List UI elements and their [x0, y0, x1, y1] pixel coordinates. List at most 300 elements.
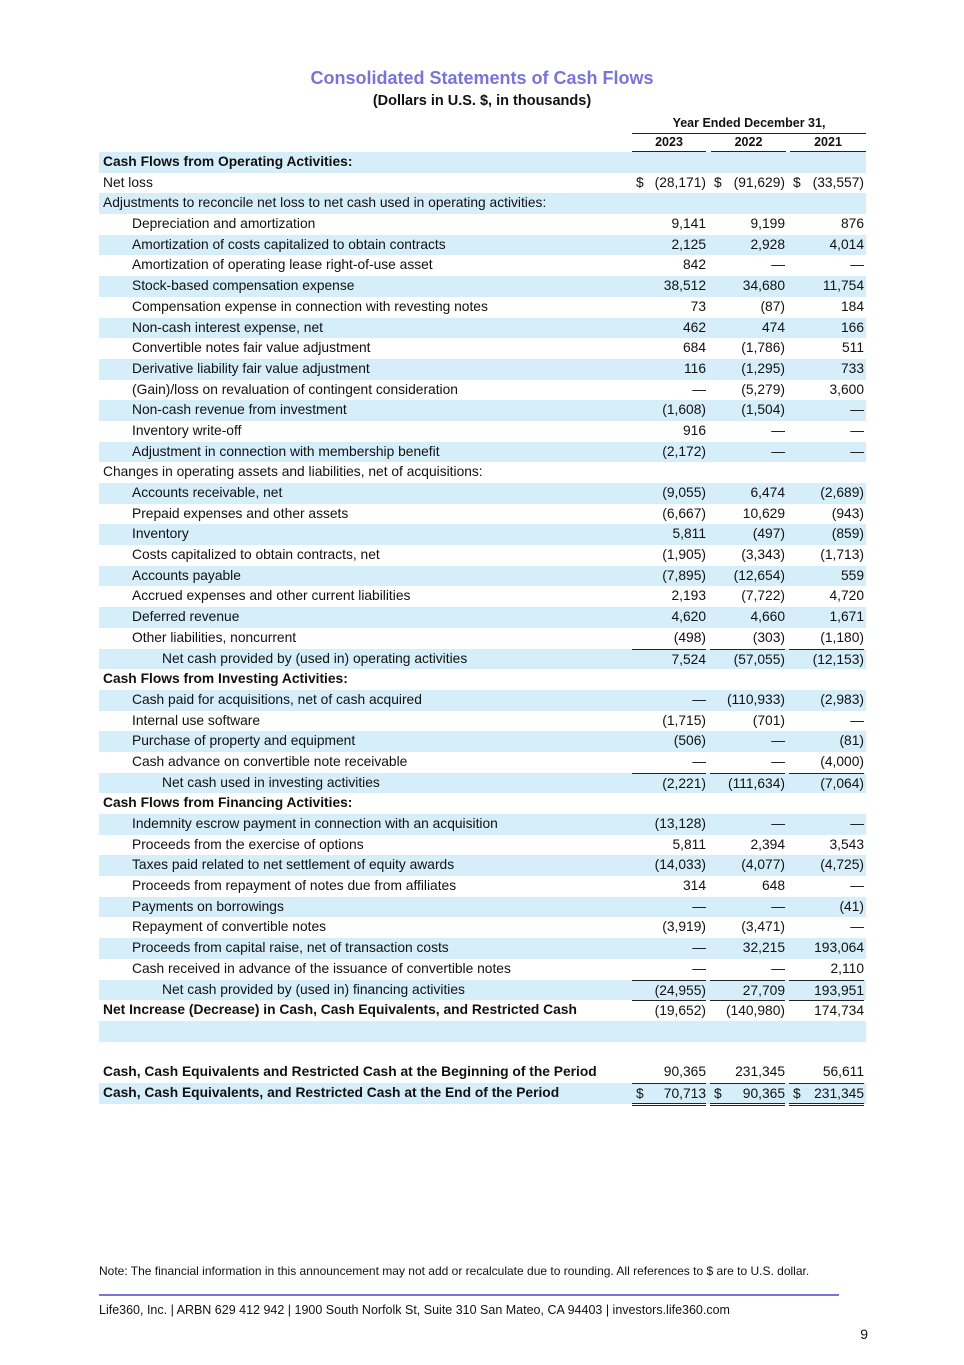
table-row [99, 193, 866, 214]
value-cell-2021 [789, 278, 864, 295]
table-row [99, 1083, 866, 1104]
value-text: — [692, 691, 706, 707]
value-text: (91,629) [733, 174, 785, 190]
value-text: (1,715) [662, 712, 706, 728]
value-text: (12,153) [812, 651, 864, 667]
table-row [99, 690, 866, 711]
value-cell-2022 [710, 568, 785, 585]
value-cell-2021 [789, 837, 864, 854]
value-cell-2022 [710, 485, 785, 502]
value-text: — [850, 257, 864, 273]
value-text: — [850, 919, 864, 935]
value-cell-2023 [632, 837, 706, 854]
table-row [99, 855, 866, 876]
table-row [99, 462, 866, 483]
table-row [99, 876, 866, 897]
value-cell-2022 [710, 899, 785, 916]
value-cell-2022 [710, 216, 785, 233]
value-text: (57,055) [733, 651, 785, 667]
value-text: 184 [840, 298, 864, 314]
row-label: Non-cash interest expense, net [132, 319, 323, 335]
value-text: (7,895) [662, 567, 706, 583]
value-text: 2,394 [750, 836, 785, 852]
value-text: 27,709 [742, 982, 785, 998]
value-cell-2021 [789, 526, 864, 543]
value-cell-2022 [710, 649, 785, 669]
value-cell-2023 [632, 320, 706, 337]
value-cell-2023 [632, 713, 706, 730]
row-label: Inventory write-off [132, 422, 242, 438]
value-cell-2021 [789, 1083, 864, 1106]
value-text: (1,905) [662, 547, 706, 563]
value-cell-2023 [632, 857, 706, 874]
cash-flow-table [99, 152, 866, 1104]
value-cell-2021 [789, 816, 864, 833]
value-text: 9,141 [671, 216, 706, 232]
row-label: Proceeds from repayment of notes due from affiliates [132, 878, 457, 894]
value-text: (19,652) [654, 1003, 706, 1019]
value-text: 193,064 [814, 940, 864, 956]
value-cell-2022 [710, 588, 785, 605]
value-cell-2022 [710, 444, 785, 461]
row-label: Other liabilities, noncurrent [132, 629, 297, 645]
dollar-sign: $ [793, 174, 801, 190]
table-row [99, 1000, 866, 1021]
value-cell-2022 [710, 526, 785, 543]
value-text: 916 [682, 422, 706, 438]
page-number: 9 [860, 1326, 868, 1342]
table-row [99, 442, 866, 463]
table-row [99, 235, 866, 256]
footer-divider [99, 1294, 839, 1296]
value-text: (701) [752, 712, 785, 728]
value-cell-2021 [789, 773, 864, 793]
value-cell-2023 [632, 361, 706, 378]
table-row [99, 1042, 866, 1063]
value-cell-2022 [710, 1083, 785, 1106]
value-text: — [850, 402, 864, 418]
value-text: 648 [761, 878, 785, 894]
value-cell-2022 [710, 175, 785, 192]
value-text: — [692, 381, 706, 397]
value-cell-2023 [632, 526, 706, 543]
dollar-sign: $ [793, 1085, 801, 1101]
row-label: Net cash provided by (used in) operating activities [162, 650, 468, 666]
row-label: (Gain)/loss on revaluation of contingent consideration [132, 381, 458, 397]
value-cell-2023 [632, 588, 706, 605]
table-row [99, 793, 866, 814]
value-text: 116 [684, 360, 706, 376]
value-text: — [692, 898, 706, 914]
value-text: — [771, 816, 785, 831]
row-label: Cash Flows from Operating Activities: [103, 154, 353, 169]
value-text: 231,345 [735, 1064, 785, 1080]
value-text: 2,125 [671, 236, 706, 252]
value-text: 5,811 [672, 836, 706, 852]
value-cell-2021 [789, 961, 864, 978]
table-row [99, 338, 866, 359]
value-cell-2023 [632, 919, 706, 936]
value-text: (12,654) [733, 567, 785, 583]
table-row [99, 173, 866, 194]
value-cell-2022 [710, 340, 785, 357]
value-cell-2022 [710, 733, 785, 750]
value-cell-2021 [789, 320, 864, 337]
row-label: Deferred revenue [132, 609, 240, 625]
value-text: 231,345 [814, 1085, 864, 1101]
table-row [99, 545, 866, 566]
value-cell-2023 [632, 899, 706, 916]
value-text: (4,077) [741, 857, 785, 873]
value-cell-2022 [710, 547, 785, 564]
table-row [99, 917, 866, 938]
row-label: Derivative liability fair value adjustment [132, 360, 370, 376]
row-label: Cash, Cash Equivalents, and Restricted Cash at the End of the Period [103, 1084, 560, 1100]
value-cell-2021 [789, 340, 864, 357]
value-cell-2023 [632, 568, 706, 585]
value-text: — [771, 753, 785, 769]
value-text: (2,172) [662, 443, 706, 459]
table-row [99, 959, 866, 980]
table-row [99, 504, 866, 525]
value-text: (87) [760, 298, 785, 314]
dollar-sign: $ [636, 1085, 644, 1101]
row-label: Indemnity escrow payment in connection with an acquisition [132, 816, 498, 831]
value-text: 684 [682, 340, 706, 356]
value-text: 32,215 [742, 940, 785, 956]
value-text: 56,611 [822, 1064, 864, 1080]
table-row [99, 297, 866, 318]
value-cell-2021 [789, 547, 864, 564]
value-cell-2022 [710, 713, 785, 730]
value-text: (4,725) [820, 857, 864, 873]
table-row [99, 607, 866, 628]
table-row [99, 421, 866, 442]
dollar-sign: $ [636, 174, 644, 190]
value-cell-2022 [710, 630, 785, 647]
value-text: 511 [842, 340, 864, 356]
value-cell-2021 [789, 257, 864, 274]
row-label: Internal use software [132, 712, 261, 728]
row-label: Stock-based compensation expense [132, 278, 355, 294]
year-header-2021: 2021 [790, 135, 866, 152]
value-text: (1,504) [741, 402, 785, 418]
value-text: 5,811 [672, 526, 706, 542]
value-cell-2023 [632, 878, 706, 895]
value-cell-2022 [710, 361, 785, 378]
value-text: (1,295) [741, 360, 785, 376]
value-text: 4,014 [829, 236, 864, 252]
value-cell-2021 [789, 857, 864, 874]
row-label: Prepaid expenses and other assets [132, 505, 349, 521]
value-cell-2021 [789, 630, 864, 647]
value-cell-2022 [710, 257, 785, 274]
row-label: Amortization of operating lease right-of-use asset [132, 257, 433, 273]
value-cell-2023 [632, 216, 706, 233]
value-text: 2,110 [830, 960, 864, 976]
value-text: (497) [752, 526, 785, 542]
row-label: Net cash provided by (used in) financing activities [162, 981, 465, 997]
value-text: (498) [673, 629, 706, 645]
value-text: 733 [840, 360, 864, 376]
value-cell-2021 [789, 588, 864, 605]
value-text: 4,660 [750, 609, 785, 625]
value-cell-2023 [632, 692, 706, 709]
row-label: Payments on borrowings [132, 898, 284, 914]
value-text: 38,512 [663, 278, 706, 294]
value-cell-2023 [632, 278, 706, 295]
value-text: (7,064) [820, 775, 864, 791]
page-title: Consolidated Statements of Cash Flows [310, 68, 654, 88]
value-text: (28,171) [654, 174, 706, 190]
table-row [99, 152, 866, 173]
value-text: 314 [682, 878, 706, 894]
value-cell-2023 [632, 816, 706, 833]
value-cell-2021 [789, 1064, 864, 1081]
value-cell-2023 [632, 257, 706, 274]
value-cell-2023 [632, 402, 706, 419]
value-text: (111,634) [727, 775, 785, 791]
value-cell-2021 [789, 216, 864, 233]
value-text: — [771, 422, 785, 438]
value-cell-2022 [710, 320, 785, 337]
year-header-2022: 2022 [711, 135, 786, 152]
row-label: Proceeds from the exercise of options [132, 836, 364, 852]
value-text: (2,983) [820, 691, 864, 707]
row-label: Net cash used in investing activities [162, 774, 380, 790]
value-cell-2023 [632, 980, 706, 1000]
table-row [99, 483, 866, 504]
row-label: Net loss [103, 174, 153, 190]
value-cell-2022 [710, 692, 785, 709]
value-cell-2021 [789, 423, 864, 440]
value-cell-2023 [632, 649, 706, 669]
value-text: — [771, 960, 785, 976]
value-cell-2022 [710, 237, 785, 254]
value-text: — [850, 878, 864, 894]
value-text: 474 [761, 319, 785, 335]
value-text: 4,720 [829, 588, 864, 604]
value-text: 34,680 [742, 278, 785, 294]
row-label: Amortization of costs capitalized to obtain contracts [132, 236, 446, 252]
value-cell-2021 [789, 919, 864, 936]
table-row [99, 566, 866, 587]
value-cell-2021 [789, 568, 864, 585]
value-cell-2022 [710, 961, 785, 978]
value-cell-2023 [632, 1083, 706, 1106]
value-text: (1,180) [820, 629, 864, 645]
value-cell-2021 [789, 444, 864, 461]
value-cell-2023 [632, 175, 706, 192]
value-text: 193,951 [814, 982, 864, 998]
value-text: 462 [682, 319, 706, 335]
value-cell-2021 [789, 175, 864, 192]
table-row [99, 980, 866, 1001]
table-row [99, 359, 866, 380]
table-row [99, 1021, 866, 1042]
value-text: — [850, 712, 864, 728]
value-cell-2023 [632, 299, 706, 316]
value-cell-2021 [789, 237, 864, 254]
value-text: (303) [752, 629, 785, 645]
value-cell-2022 [710, 773, 785, 793]
value-text: (1,713) [820, 547, 864, 563]
row-label: Cash paid for acquisitions, net of cash acquired [132, 691, 422, 707]
value-cell-2021 [789, 692, 864, 709]
table-row [99, 773, 866, 794]
value-cell-2022 [710, 816, 785, 833]
value-cell-2023 [632, 382, 706, 399]
page-subtitle: (Dollars in U.S. $, in thousands) [372, 93, 592, 109]
value-cell-2022 [710, 609, 785, 626]
table-row [99, 669, 866, 690]
value-cell-2023 [632, 754, 706, 771]
table-row [99, 586, 866, 607]
value-text: 10,629 [742, 505, 785, 521]
table-row [99, 255, 866, 276]
value-text: — [692, 940, 706, 956]
value-text: (13,128) [654, 816, 706, 831]
row-label: Cash Flows from Financing Activities: [103, 795, 353, 811]
value-cell-2021 [789, 733, 864, 750]
table-row [99, 276, 866, 297]
value-text: (6,667) [662, 505, 706, 521]
value-text: 559 [840, 567, 864, 583]
row-label: Adjustment in connection with membership benefit [132, 443, 440, 459]
table-row [99, 400, 866, 421]
value-text: 70,713 [663, 1085, 706, 1101]
year-header-2023: 2023 [632, 135, 706, 152]
value-text: — [850, 443, 864, 459]
value-cell-2022 [710, 1064, 785, 1081]
value-cell-2021 [789, 485, 864, 502]
value-cell-2022 [710, 940, 785, 957]
value-text: (943) [831, 505, 864, 521]
row-label: Purchase of property and equipment [132, 733, 356, 749]
value-cell-2021 [789, 878, 864, 895]
value-cell-2023 [632, 423, 706, 440]
value-text: (2,689) [820, 485, 864, 500]
value-cell-2023 [632, 940, 706, 957]
table-row [99, 752, 866, 773]
value-text: — [850, 816, 864, 831]
value-text: 7,524 [671, 651, 706, 667]
value-text: (33,557) [812, 174, 864, 190]
value-text: — [771, 257, 785, 273]
value-cell-2022 [710, 278, 785, 295]
row-label: Cash Flows from Investing Activities: [103, 671, 348, 687]
table-row [99, 711, 866, 732]
value-cell-2021 [789, 899, 864, 916]
row-label: Costs capitalized to obtain contracts, net [132, 547, 380, 563]
value-text: (3,471) [741, 919, 785, 935]
row-label: Non-cash revenue from investment [132, 402, 347, 418]
table-row [99, 814, 866, 835]
value-cell-2021 [789, 402, 864, 419]
value-text: (1,786) [741, 340, 785, 356]
value-cell-2022 [710, 382, 785, 399]
value-cell-2023 [632, 506, 706, 523]
table-row [99, 938, 866, 959]
value-text: 166 [840, 319, 864, 335]
row-label: Adjustments to reconcile net loss to net cash used in operating activities: [103, 195, 547, 211]
table-row [99, 380, 866, 401]
value-text: 2,928 [750, 236, 785, 252]
value-cell-2023 [632, 733, 706, 750]
value-text: 6,474 [750, 485, 785, 500]
row-label: Convertible notes fair value adjustment [132, 340, 371, 356]
value-cell-2021 [789, 299, 864, 316]
value-cell-2021 [789, 1000, 864, 1020]
table-row [99, 628, 866, 649]
value-cell-2022 [710, 837, 785, 854]
dollar-sign: $ [714, 174, 722, 190]
value-cell-2022 [710, 1000, 785, 1020]
value-text: 876 [840, 216, 864, 232]
value-cell-2021 [789, 649, 864, 669]
value-cell-2023 [632, 340, 706, 357]
value-text: (506) [673, 733, 706, 749]
value-text: (14,033) [654, 857, 706, 873]
value-text: 73 [690, 298, 706, 314]
value-text: (5,279) [741, 381, 785, 397]
row-label: Repayment of convertible notes [132, 919, 327, 935]
value-text: 1,671 [829, 609, 864, 625]
value-text: (859) [831, 526, 864, 542]
value-cell-2023 [632, 1000, 706, 1020]
value-cell-2022 [710, 857, 785, 874]
table-row [99, 1062, 866, 1083]
value-cell-2023 [632, 961, 706, 978]
table-row [99, 318, 866, 339]
value-cell-2022 [710, 878, 785, 895]
value-text: (7,722) [741, 588, 785, 604]
value-cell-2023 [632, 237, 706, 254]
value-cell-2022 [710, 423, 785, 440]
table-row [99, 214, 866, 235]
company-footer: Life360, Inc. | ARBN 629 412 942 | 1900 South Norfolk St, Suite 310 San Mateo, CA 94403 | investors.life360.com [99, 1303, 730, 1317]
value-cell-2022 [710, 980, 785, 1000]
row-label: Net Increase (Decrease) in Cash, Cash Equivalents, and Restricted Cash [103, 1002, 577, 1018]
row-label: Cash received in advance of the issuance of convertible notes [132, 960, 511, 976]
value-cell-2022 [710, 919, 785, 936]
value-text: — [771, 733, 785, 749]
value-text: (9,055) [662, 485, 706, 500]
row-label: Accrued expenses and other current liabilities [132, 588, 411, 604]
value-text: — [692, 753, 706, 769]
value-cell-2023 [632, 1064, 706, 1081]
value-text: (24,955) [654, 982, 706, 998]
value-text: — [692, 960, 706, 976]
value-text: (81) [839, 733, 864, 749]
value-text: 90,365 [663, 1064, 706, 1080]
value-cell-2021 [789, 506, 864, 523]
value-text: 90,365 [742, 1085, 785, 1101]
row-label: Cash advance on convertible note receivable [132, 753, 408, 769]
value-cell-2021 [789, 609, 864, 626]
row-label: Accounts receivable, net [132, 485, 283, 500]
value-cell-2023 [632, 609, 706, 626]
value-text: (1,608) [662, 402, 706, 418]
row-label: Cash, Cash Equivalents and Restricted Cash at the Beginning of the Period [103, 1064, 597, 1080]
value-text: (3,919) [662, 919, 706, 935]
row-label: Changes in operating assets and liabilities, net of acquisitions: [103, 464, 483, 480]
row-label: Taxes paid related to net settlement of equity awards [132, 857, 455, 873]
value-text: 2,193 [671, 588, 706, 604]
value-text: 3,600 [829, 381, 864, 397]
row-label: Compensation expense in connection with revesting notes [132, 298, 488, 314]
value-text: (4,000) [820, 753, 864, 769]
